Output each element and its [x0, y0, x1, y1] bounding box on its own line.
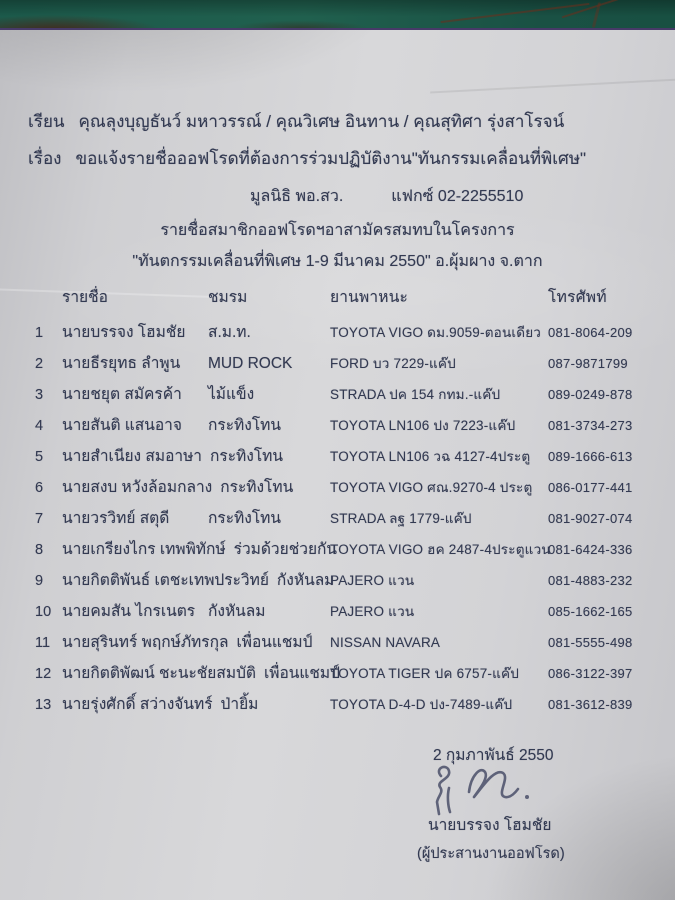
roster-row — [0, 598, 675, 629]
roster-row — [0, 381, 675, 412]
club-name: ร่วมด้วยช่วยกัน — [233, 541, 338, 558]
member-name: นายวรวิทย์ สตุดี — [62, 510, 170, 527]
phone-number: 089-1666-613 — [548, 449, 633, 464]
row-number: 7 — [35, 511, 44, 527]
phone-number: 081-3734-273 — [548, 418, 633, 433]
row-number: 9 — [35, 573, 44, 589]
phone-number: 087-9871799 — [548, 356, 628, 371]
member-name: นายสงบ หวังล้อมกลาง — [62, 479, 213, 496]
signer-name: นายบรรจง โฮมชัย — [428, 817, 552, 834]
roster-row — [0, 443, 675, 474]
phone-number: 081-3612-839 — [548, 697, 633, 712]
roster-row — [0, 319, 675, 350]
letter-paper — [0, 28, 675, 900]
to-text: คุณลุงบุญธันว์ มหาวรรณ์ / คุณวิเศษ อินทาน / คุณสุทิศา รุ่งสาโรจน์ — [78, 112, 565, 131]
vehicle: TOYOTA D-4-D ปง-7489-แค๊ป — [330, 697, 513, 712]
roster-row — [0, 474, 675, 505]
member-name: นายสุรินทร์ พฤกษ์ภัทรกุล — [62, 634, 229, 651]
to-label: เรียน — [28, 112, 65, 131]
phone-number: 081-5555-498 — [548, 635, 633, 650]
vehicle: PAJERO แวน — [330, 604, 415, 619]
roster-rows — [0, 319, 675, 722]
phone-number: 086-0177-441 — [548, 480, 633, 495]
roster-row — [0, 691, 675, 722]
club-name: กังหันลม — [276, 572, 335, 589]
surface-scratch — [440, 3, 589, 23]
vehicle: TOYOTA VIGO ศณ.9270-4 ประตู — [330, 480, 533, 495]
club-name: กระทิงโทน — [210, 448, 283, 465]
subject-line — [28, 145, 586, 172]
roster-row — [0, 629, 675, 660]
header-phone: โทรศัพท์ — [548, 289, 607, 306]
club-name: ป่ายิ้ม — [220, 696, 259, 713]
org-name: มูลนิธิ พอ.สว. — [250, 188, 344, 205]
row-number: 12 — [35, 666, 52, 682]
row-number: 8 — [35, 542, 44, 558]
roster-row — [0, 505, 675, 536]
roster-title-line2: "ทันตกรรมเคลื่อนที่พิเศษ 1-9 มีนาคม 2550" อ.ผุ้มผาง จ.ตาก — [132, 253, 543, 270]
club-name: ไม้แข็ง — [208, 386, 255, 403]
phone-number: 086-3122-397 — [548, 666, 633, 681]
date-line: 2 กุมภาพันธ์ 2550 — [433, 747, 554, 764]
phone-number: 081-4883-232 — [548, 573, 633, 588]
vehicle: FORD บว 7229-แค๊ป — [330, 356, 456, 371]
vehicle: STRADA ลฐ 1779-แค๊ป — [330, 511, 472, 526]
club-name: กระทิงโทน — [208, 417, 281, 434]
roster-row — [0, 567, 675, 598]
club-name: กระทิงโทน — [220, 479, 294, 496]
vehicle: TOYOTA TIGER ปค 6757-แค๊ป — [330, 666, 520, 681]
member-name: นายสำเนียง สมอาษา — [62, 448, 203, 465]
paper-crease — [430, 78, 675, 93]
vehicle: TOYOTA LN106 วฉ 4127-4ประตู — [330, 449, 531, 464]
fax-number: แฟกซ์ 02-2255510 — [391, 188, 524, 205]
phone-number: 081-8064-209 — [548, 325, 633, 340]
phone-number: 081-9027-074 — [548, 511, 633, 526]
member-name: นายสันติ แสนอาจ — [62, 417, 182, 434]
roster-row — [0, 412, 675, 443]
member-name: นายกิตติพัฒน์ ชะนะชัยสมบัติ — [62, 665, 256, 682]
vehicle: TOYOTA VIGO ฮค 2487-4ประตูแวน — [330, 542, 551, 557]
member-name: นายรุ่งศักดิ์ สว่างจันทร์ — [62, 696, 213, 713]
subject-label: เรื่อง — [28, 149, 62, 168]
member-name: นายคมสัน ไกรเนตร — [62, 603, 196, 620]
roster-row — [0, 660, 675, 691]
roster-row — [0, 350, 675, 381]
green-table-surface — [0, 0, 675, 30]
row-number: 10 — [35, 604, 52, 620]
club-name: MUD ROCK — [208, 355, 293, 372]
row-number: 3 — [35, 387, 44, 403]
header-club: ชมรม — [208, 289, 248, 306]
to-line — [28, 108, 564, 135]
club-name: กระทิงโทน — [208, 510, 281, 527]
phone-number: 089-0249-878 — [548, 387, 633, 402]
row-number: 1 — [35, 325, 44, 341]
row-number: 13 — [35, 697, 52, 713]
roster-row — [0, 536, 675, 567]
roster-table — [0, 284, 675, 722]
roster-title-line1: รายชื่อสมาชิกออฟโรดฯอาสามัครสมทบในโครงการ — [160, 222, 515, 239]
row-number: 11 — [35, 635, 51, 651]
club-name: กังหันลม — [208, 603, 266, 620]
row-number: 4 — [35, 418, 44, 434]
member-name: นายบรรจง โฮมชัย — [62, 324, 186, 341]
member-name: นายธีรยุทธ ลำพูน — [62, 355, 181, 372]
header-vehicle: ยานพาหนะ — [330, 289, 409, 306]
phone-number: 085-1662-165 — [548, 604, 633, 619]
vehicle: NISSAN NAVARA — [330, 635, 441, 650]
vehicle: PAJERO แวน — [330, 573, 415, 588]
roster-header-row — [0, 284, 675, 319]
member-name: นายเกรียงไกร เทพพิทักษ์ — [62, 541, 226, 558]
member-name: นายชยุต สมัครค้า — [62, 386, 182, 403]
signer-role: (ผู้ประสานงานออฟโรด) — [417, 846, 565, 862]
subject-text: ขอแจ้งรายชื่อออฟโรดที่ต้องการร่วมปฏิบัติงาน"ทันกรรมเคลื่อนที่พิเศษ" — [75, 149, 587, 168]
row-number: 5 — [35, 449, 44, 465]
row-number: 2 — [35, 356, 44, 372]
member-name: นายกิตติพันธ์ เตชะเทพประวิทย์ — [62, 572, 269, 589]
club-name: ส.ม.ท. — [208, 324, 251, 341]
club-name: เพื่อนแชมป์ — [236, 634, 313, 651]
header-name: รายชื่อ — [62, 289, 108, 306]
vehicle: STRADA ปค 154 กทม.-แค๊ป — [330, 387, 501, 402]
club-name: เพื่อนแชมป์ — [263, 665, 340, 682]
vehicle: TOYOTA LN106 ปง 7223-แค๊ป — [330, 418, 516, 433]
org-fax-line — [250, 184, 523, 209]
phone-number: 081-6424-336 — [548, 542, 633, 557]
vehicle: TOYOTA VIGO ดม.9059-ตอนเดียว — [330, 325, 542, 340]
row-number: 6 — [35, 480, 44, 496]
